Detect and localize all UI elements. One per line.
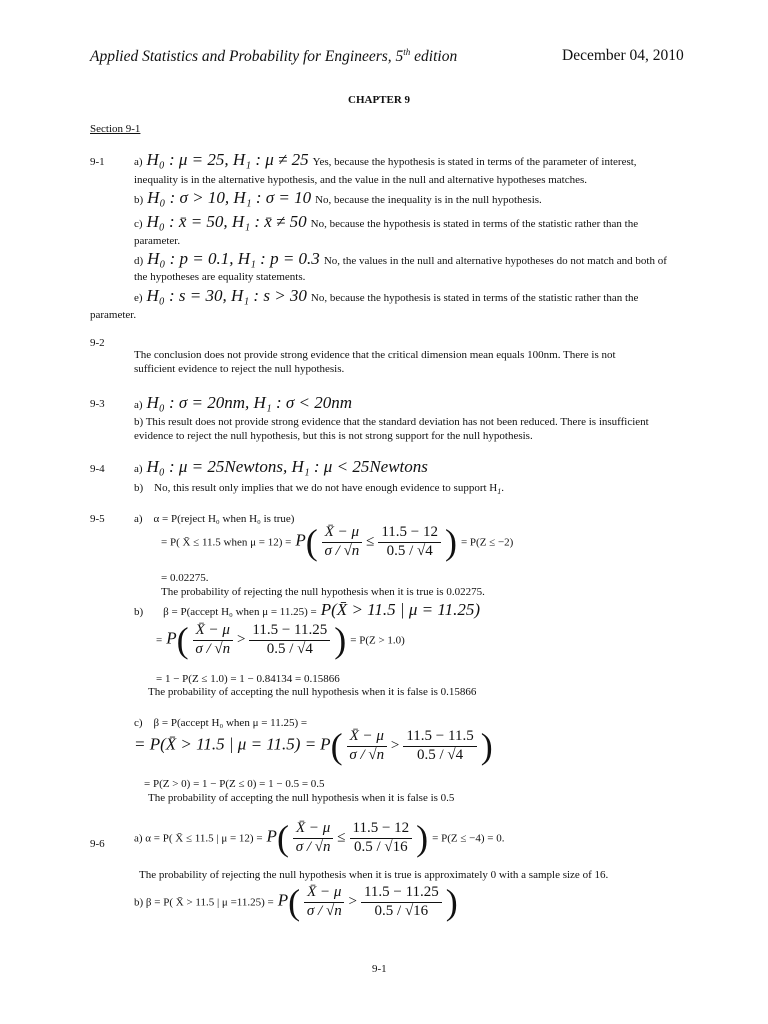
result-text: = P(Z > 0) = 1 − P(Z ≤ 0) = 1 − 0.5 = 0.5 — [144, 778, 325, 790]
part-e: e) H₀ : s = 30, H₁ : s > 30 No, because the hypothesis is stated in terms of the statistic rather than the — [134, 286, 639, 305]
conclusion-text: The probability of accepting the null hypothesis when it is false is 0.5 — [148, 792, 455, 804]
book-title: Applied Statistics and Probability for Engineers, 5th edition — [90, 47, 458, 66]
part-b: b) No, this result only implies that we do not have enough evidence to support $H_1$. — [134, 482, 505, 497]
part-a: a) α = P(reject H₀ when H₀ is true) — [134, 513, 295, 525]
part-b-text: evidence to reject the null hypothesis, but this is not strong support for the null hypothesis. — [134, 430, 533, 442]
problem-number: 9-2 — [90, 337, 105, 349]
part-e-text: parameter. — [90, 309, 137, 321]
part-b: b) β = P(accept H₀ when μ = 11.25) = P(X̄ > 11.5 | μ = 11.25) — [134, 600, 480, 619]
equation-block: b) β = P( X̄ > 11.5 | μ =11.25) = P( $\frac{X̄ - \mu}{\sigma / √n}$ > $\frac{11.5 - 11.25}{0.5 / √16}$ ) — [134, 882, 458, 922]
page-number: 9-1 — [372, 963, 387, 975]
conclusion-text: The probability of accepting the null hypothesis when it is false is 0.15866 — [148, 686, 477, 698]
part-c: c) β = P(accept H₀ when μ = 11.25) = — [134, 717, 308, 729]
problem-number: 9-1 — [90, 156, 105, 168]
part-a: a) H₀ : μ = 25, H₁ : μ ≠ 25 Yes, because the hypothesis is stated in terms of the parameter of interest, — [134, 150, 637, 169]
header-date: December 04, 2010 — [562, 47, 684, 64]
result-text: = 0.02275. — [161, 572, 209, 584]
part-c: c) H₀ : x̄ = 50, H₁ : x̄ ≠ 50 No, because the hypothesis is stated in terms of the statistic rather than the — [134, 212, 639, 231]
part-c-text: parameter. — [134, 235, 181, 247]
equation-block: = P( $\frac{X̄ - \mu}{\sigma / √n}$ > $\frac{11.5 - 11.25}{0.5 / √4}$ ) = P(Z > 1.0) — [156, 620, 405, 660]
part-a-text: inequality is in the alternative hypothesis, and the value in the null and alternative hypotheses matches. — [134, 174, 588, 186]
part-a: a) H₀ : σ = 20nm, H₁ : σ < 20nm — [134, 393, 353, 412]
equation-block: = P(X̄ > 11.5 | μ = 11.5) = P( $\frac{X̄ - \mu}{\sigma / √n}$ > $\frac{11.5 - 11.5}{0.5 / √4}$ ) — [134, 726, 493, 766]
answer-text: The conclusion does not provide strong evidence that the critical dimension mean equals 100nm. There is not — [134, 349, 616, 361]
problem-number: 9-3 — [90, 398, 105, 410]
problem-number: 9-4 — [90, 463, 105, 475]
problem-number: 9-6 — [90, 838, 105, 850]
answer-text: sufficient evidence to reject the null hypothesis. — [134, 363, 345, 375]
section-heading: Section 9-1 — [90, 123, 141, 135]
conclusion-text: The probability of rejecting the null hypothesis when it is true is 0.02275. — [161, 586, 485, 598]
part-d: d) H₀ : p = 0.1, H₁ : p = 0.3 No, the values in the null and alternative hypotheses do not match and both of — [134, 249, 667, 268]
equation-block: a) α = P( X̄ ≤ 11.5 | μ = 12) = P( $\frac{X̄ - \mu}{\sigma / √n}$ ≤ $\frac{11.5 - 12}{0.5 / √16}$ ) = P(Z ≤ −4) = 0. — [134, 818, 505, 858]
part-a: a) H₀ : μ = 25Newtons, H₁ : μ < 25Newtons — [134, 457, 428, 476]
conclusion-text: The probability of rejecting the null hypothesis when it is true is approximately 0 with a sample size of 16. — [139, 869, 609, 881]
part-d-text: the hypotheses are equality statements. — [134, 271, 306, 283]
result-text: = 1 − P(Z ≤ 1.0) = 1 − 0.84134 = 0.15866 — [156, 673, 340, 685]
chapter-heading: CHAPTER 9 — [348, 94, 411, 106]
part-b: b) H₀ : σ > 10, H₁ : σ = 10 No, because the inequality is in the null hypothesis. — [134, 188, 542, 207]
problem-number: 9-5 — [90, 513, 105, 525]
part-b-text: b) This result does not provide strong evidence that the standard deviation has not been reduced. There is insufficient — [134, 416, 649, 428]
equation-block: = P( X̄ ≤ 11.5 when μ = 12) = P( $\frac{X̄ - \mu}{\sigma / √n}$ ≤ $\frac{11.5 - 12}{0.5 / √4}$ ) = P(Z ≤ −2) — [161, 522, 514, 562]
